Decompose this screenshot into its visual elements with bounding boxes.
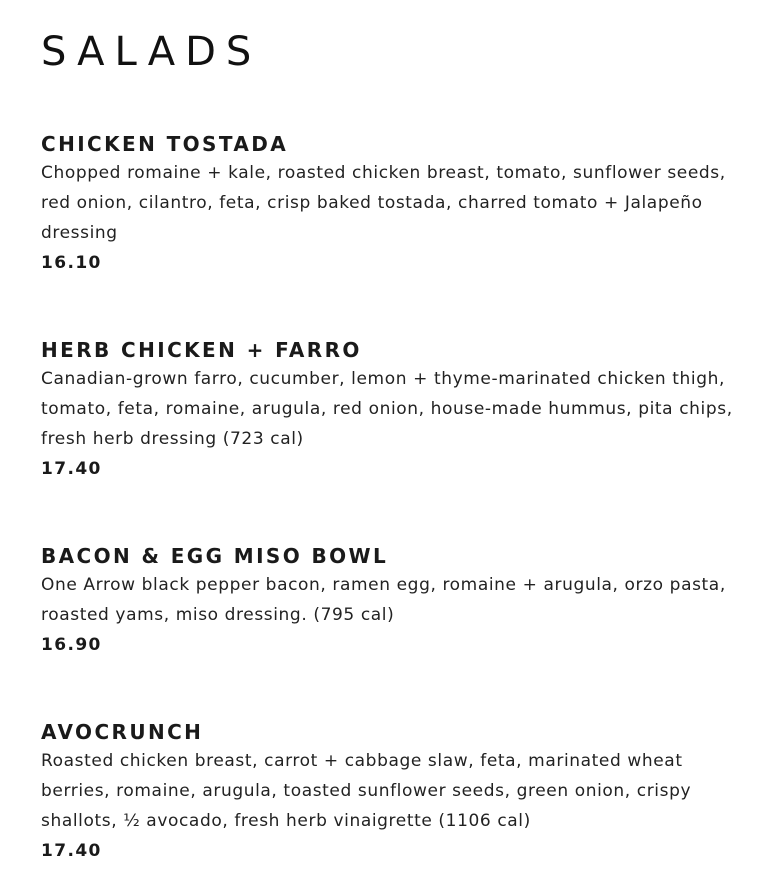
item-description [41, 570, 761, 630]
item-description [41, 158, 761, 248]
description-line: Chopped romaine + kale, roasted chicken breast, tomato, sunflower seeds, [41, 163, 726, 183]
description-line: berries, romaine, arugula, toasted sunflower seeds, green onion, crispy [41, 781, 692, 801]
item-description [41, 364, 761, 454]
menu-item-herb-chicken-farro [41, 336, 761, 484]
description-line: roasted yams, miso dressing. (795 cal) [41, 605, 395, 625]
menu-item-avocrunch [41, 718, 761, 866]
item-name: HERB CHICKEN + FARRO [41, 338, 362, 362]
menu-item-bacon-egg-miso-bowl [41, 542, 761, 660]
item-name: BACON & EGG MISO BOWL [41, 544, 389, 568]
item-name: AVOCRUNCH [41, 720, 204, 744]
description-line: Canadian-grown farro, cucumber, lemon + thyme-marinated chicken thigh, [41, 369, 725, 389]
description-line: One Arrow black pepper bacon, ramen egg, romaine + arugula, orzo pasta, [41, 575, 726, 595]
description-line: dressing [41, 223, 118, 243]
item-price: 16.90 [41, 635, 102, 655]
item-price: 17.40 [41, 459, 102, 479]
item-description [41, 746, 761, 836]
menu-item-chicken-tostada [41, 130, 761, 278]
description-line: shallots, ½ avocado, fresh herb vinaigrette (1106 cal) [41, 811, 531, 831]
description-line: Roasted chicken breast, carrot + cabbage slaw, feta, marinated wheat [41, 751, 683, 771]
item-price: 17.40 [41, 841, 102, 861]
description-line: fresh herb dressing (723 cal) [41, 429, 304, 449]
item-name: CHICKEN TOSTADA [41, 132, 289, 156]
description-line: tomato, feta, romaine, arugula, red onion, house-made hummus, pita chips, [41, 399, 733, 419]
section-title: SALADS [41, 29, 262, 75]
description-line: red onion, cilantro, feta, crisp baked tostada, charred tomato + Jalapeño [41, 193, 703, 213]
item-price: 16.10 [41, 253, 102, 273]
